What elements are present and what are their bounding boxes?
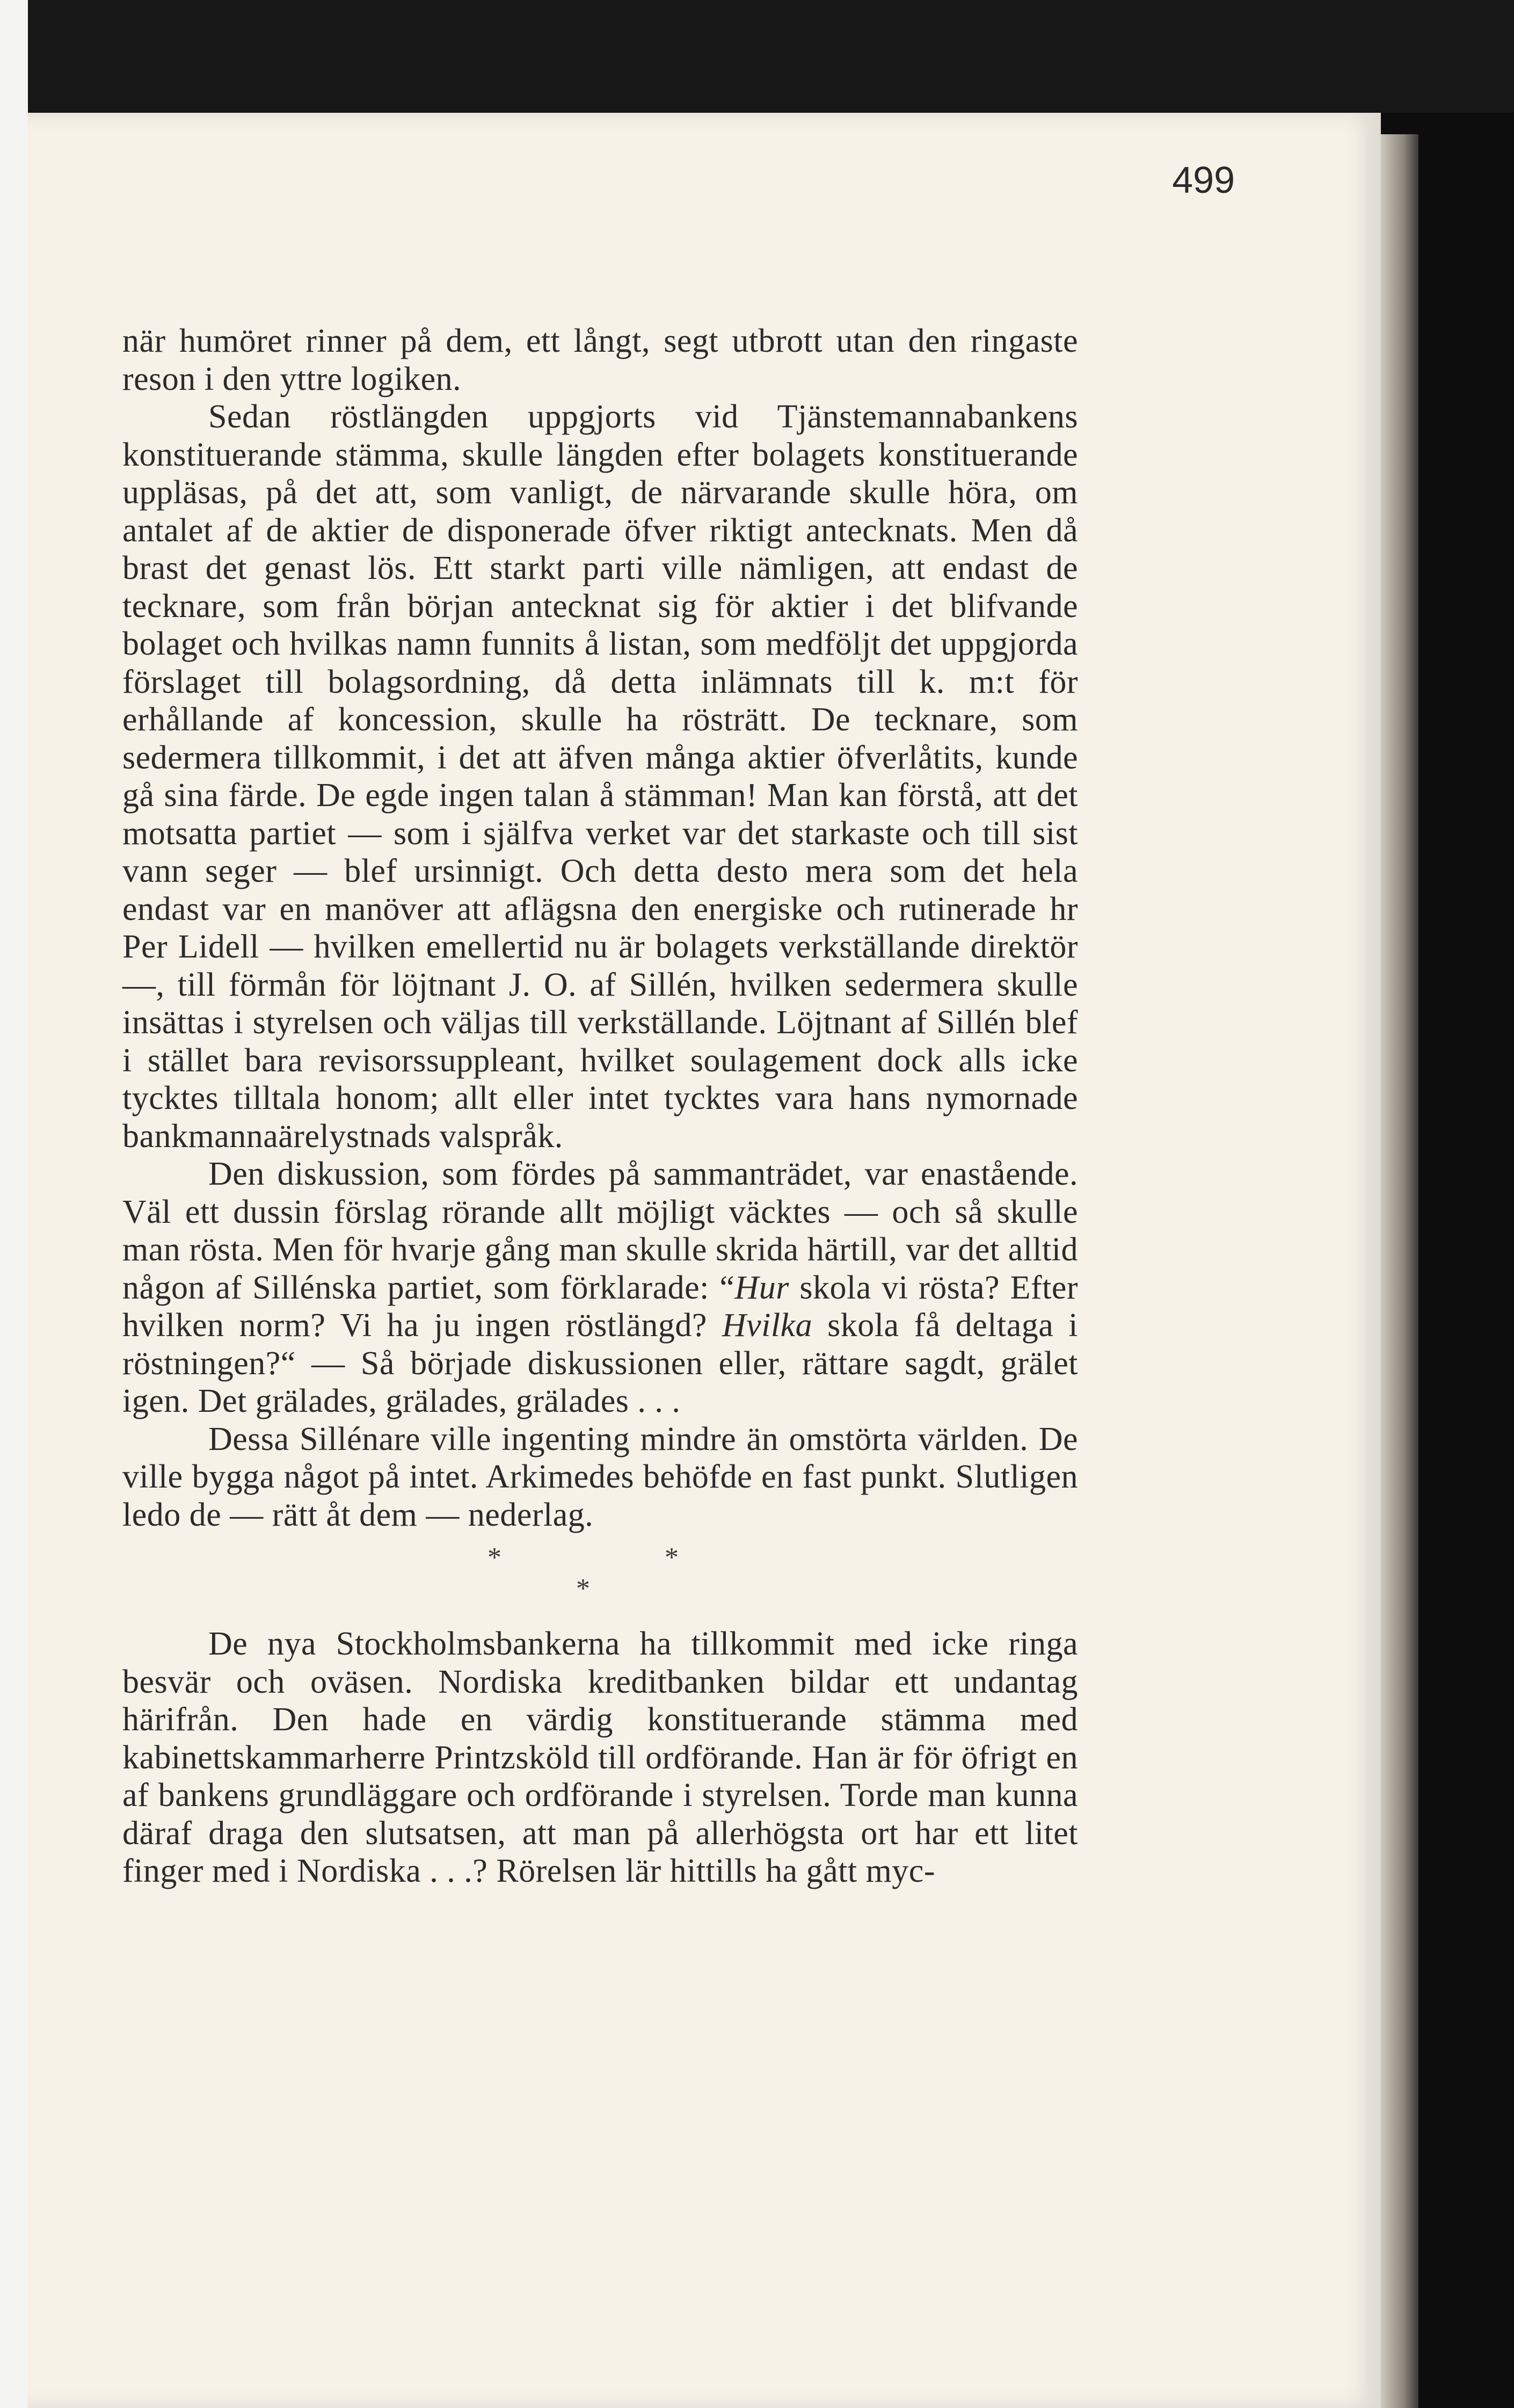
quote-mid2: skola få deltaga i röstningen?“ — Så började diskussionen eller, rättare sagdt, grälet igen. Det grälades, grälades, grälades . . . (122, 1307, 1078, 1419)
body-text (122, 322, 1078, 1890)
paragraph-5: De nya Stockholmsbankerna ha tillkommit med icke ringa besvär och oväsen. Nordiska kreditbanken bildar ett undantag härifrån. Den hade en värdig konstituerande stämma med kabinettskammarherre Printzsköld till ordförande. Han är för öfrigt en af bankens grundläggare och ordförande i styrelsen. Torde man kunna däraf draga den slutsatsen, att man på allerhögsta ort har ett litet finger med i Nordiska . . .? Rörelsen lär hittills ha gått myc- (122, 1626, 1078, 1889)
paragraph-2: Sedan röstlängden uppgjorts vid Tjänstemannabankens konstituerande stämma, skulle längden efter bolagets konstituerande uppläsas, på det att, som vanligt, de närvarande skulle höra, om antalet af de aktier de disponerade öfver riktigt antecknats. Men då brast det genast lös. Ett starkt parti ville nämligen, att endast de tecknare, som från början antecknat sig för aktier i det blifvande bolaget och hvilkas namn funnits å listan, som medföljt det uppgjorda förslaget till bolagsordning, då detta inlämnats till k. m:t för erhållande af koncession, skulle ha rösträtt. De tecknare, som sedermera tillkommit, i det att äfven många aktier öfverlåtits, kunde gå sina färde. De egde ingen talan å stämman! Man kan förstå, att det motsatta partiet — som i själfva verket var det starkaste och till sist vann seger — blef ursinnigt. Och detta desto mera som det hela endast var en manöver att aflägsna den energiske och rutinerade hr Per Lidell — hvilken emellertid nu är bolagets verkställande direktör —, till förmån för löjtnant J. O. af Sillén, hvilken sedermera skulle insättas i styrelsen och väljas till verkställande. Löjtnant af Sillén blef i stället bara revisorssuppleant, hvilket soulagement dock alls icke tycktes tilltala honom; allt eller intet tycktes vara hans nymornade bankmannaärelystnads valspråk. (122, 398, 1078, 1155)
separator-star: * (487, 1542, 502, 1573)
quote-open: “ (719, 1269, 735, 1306)
paragraph-3-text: Den diskussion, som fördes på sammanträdet, var enastående. Väl ett dussin förslag rörande allt möjligt väcktes — och så skulle man rösta. Men för hvarje gång man skulle skrida härtill, var det alltid någon af Sillénska partiet, som förklarade: (122, 1156, 1078, 1306)
scan-top-strip (28, 0, 1514, 113)
page-number: 499 (1172, 159, 1235, 201)
quote-hur: Hur (734, 1269, 789, 1306)
section-separator (122, 1539, 1078, 1609)
quote-mid1: skola vi rösta? Efter hvilken norm? Vi ha ju ingen röstlängd? (122, 1269, 1079, 1344)
separator-star: * (665, 1542, 679, 1573)
scan-left-margin (0, 0, 28, 2408)
quote-hvilka: Hvilka (722, 1307, 813, 1344)
page-edge (1381, 134, 1418, 2408)
paragraph-1: när humöret rinner på dem, ett långt, segt utbrott utan den ringaste reson i den yttre logiken. (122, 323, 1078, 397)
separator-star: * (576, 1573, 591, 1604)
paragraph-4: Dessa Sillénare ville ingenting mindre än omstörta världen. De ville bygga något på intet. Arkimedes behöfde en fast punkt. Slutligen ledo de — rätt åt dem — nederlag. (122, 1420, 1078, 1533)
paragraph-3 (122, 1155, 1078, 1420)
